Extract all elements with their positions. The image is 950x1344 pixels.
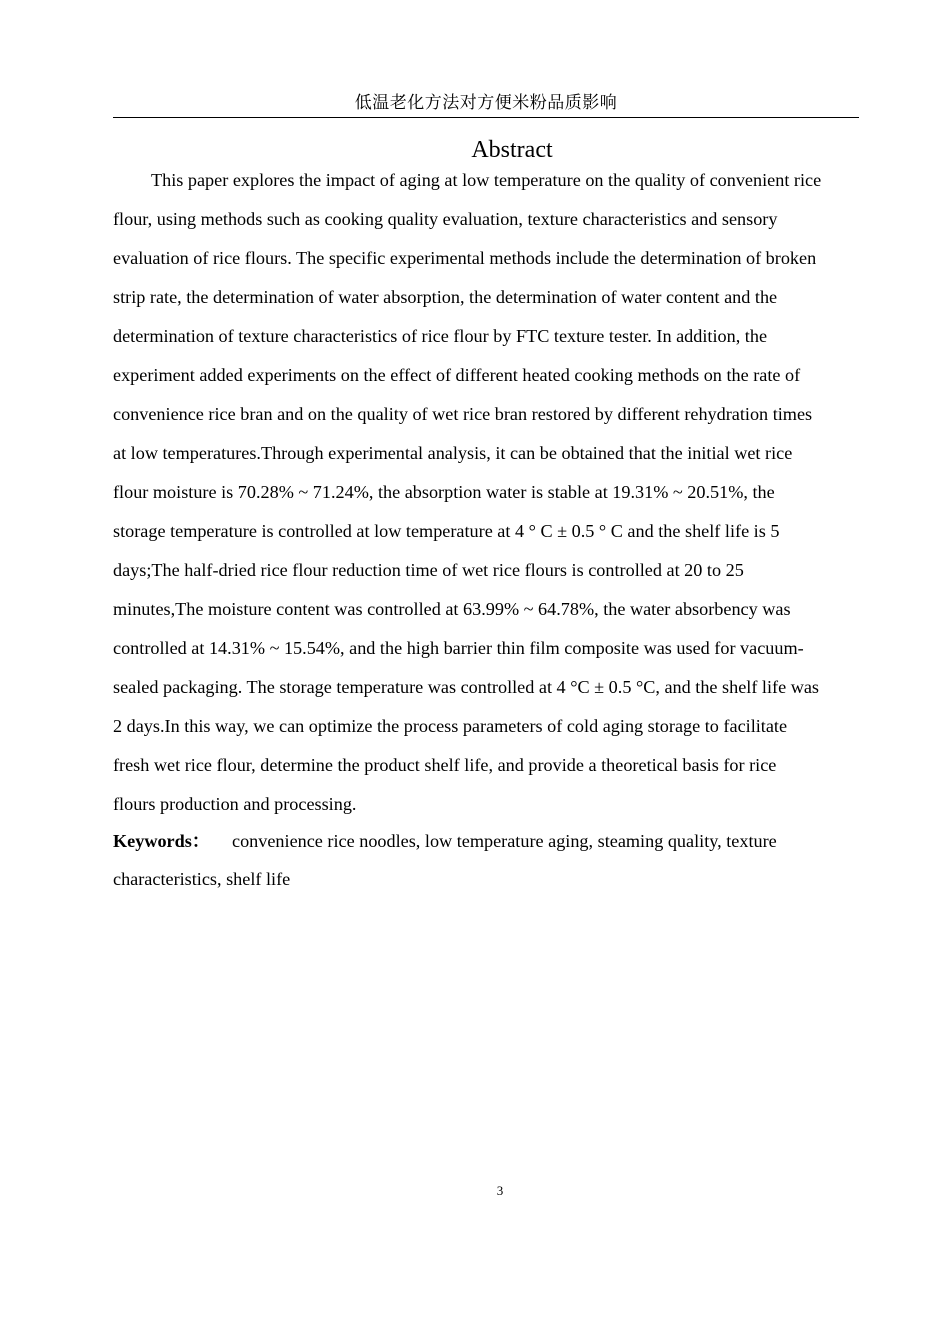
abstract-line: sealed packaging. The storage temperature was controlled at 4 °C ± 0.5 °C, and the shelf life was	[113, 677, 819, 697]
abstract-line: days;The half-dried rice flour reduction time of wet rice flours is controlled at 20 to 25	[113, 560, 744, 580]
abstract-line: evaluation of rice flours. The specific experimental methods include the determination of broken	[113, 248, 817, 268]
abstract-line: experiment added experiments on the effect of different heated cooking methods on the rate of	[113, 365, 801, 385]
abstract-line: at low temperatures.Through experimental analysis, it can be obtained that the initial wet rice	[113, 443, 793, 463]
abstract-line: minutes,The moisture content was controlled at 63.99% ~ 64.78%, the water absorbency was	[113, 599, 791, 619]
keywords-label: Keywords：	[113, 831, 210, 851]
keywords-block	[113, 822, 859, 898]
abstract-line: 2 days.In this way, we can optimize the process parameters of cold aging storage to facilitate	[113, 716, 788, 736]
page-number: 3	[496, 1183, 504, 1198]
keywords-line-1	[113, 822, 859, 860]
abstract-line: controlled at 14.31% ~ 15.54%, and the high barrier thin film composite was used for vacuum-	[113, 638, 804, 658]
running-header: 低温老化方法对方便米粉品质影响	[354, 93, 618, 113]
abstract-title: Abstract	[471, 137, 553, 163]
abstract-line: storage temperature is controlled at low temperature at 4 ° C ± 0.5 ° C and the shelf life is 5	[113, 521, 780, 541]
abstract-line: flour, using methods such as cooking quality evaluation, texture characteristics and sensory	[113, 209, 778, 229]
abstract-line: determination of texture characteristics of rice flour by FTC texture tester. In addition, the	[113, 326, 768, 346]
abstract-line: flours production and processing.	[113, 794, 357, 814]
abstract-line: fresh wet rice flour, determine the product shelf life, and provide a theoretical basis for rice	[113, 755, 777, 775]
abstract-line: convenience rice bran and on the quality of wet rice bran restored by different rehydration times	[113, 404, 813, 424]
keywords-text: convenience rice noodles, low temperature aging, steaming quality, texture	[232, 831, 777, 851]
header-rule	[113, 117, 859, 118]
abstract-body	[113, 161, 859, 824]
abstract-line: flour moisture is 70.28% ~ 71.24%, the absorption water is stable at 19.31% ~ 20.51%, the	[113, 482, 775, 502]
abstract-line: strip rate, the determination of water absorption, the determination of water content and the	[113, 287, 778, 307]
abstract-line: This paper explores the impact of aging at low temperature on the quality of convenient rice	[151, 170, 822, 190]
keywords-line-2: characteristics, shelf life	[113, 869, 291, 889]
